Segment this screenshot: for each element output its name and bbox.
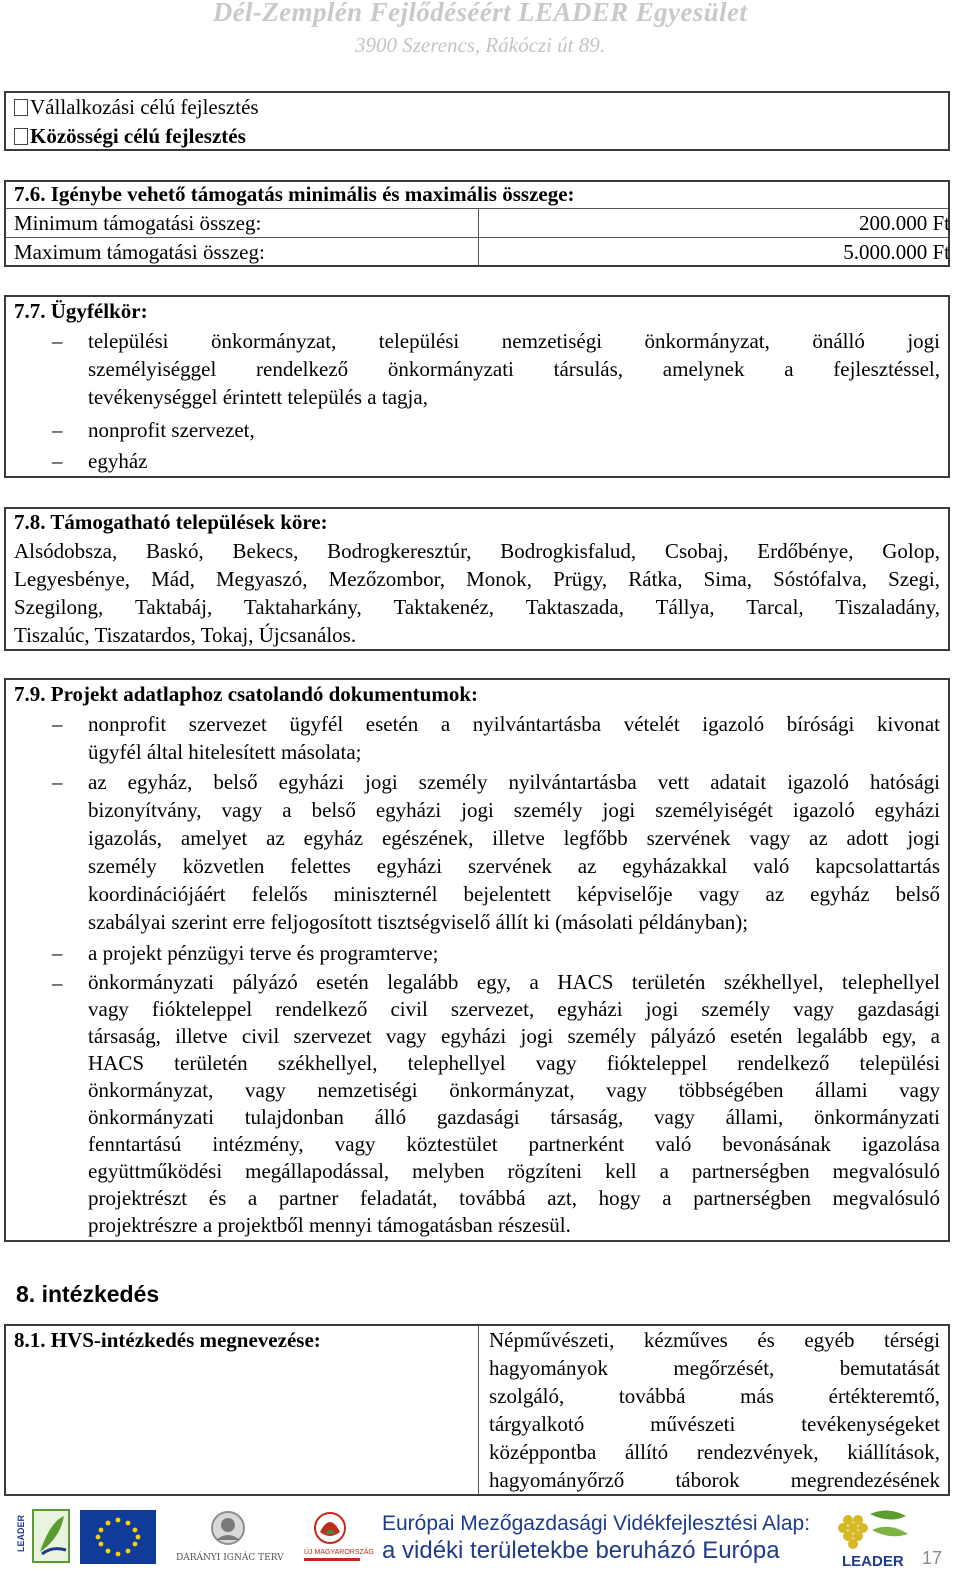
checkbox-label: Vállalkozási célú fejlesztés xyxy=(30,95,259,119)
list-dash: – xyxy=(52,941,63,965)
list-dash: – xyxy=(52,329,63,353)
section-7-6-title: 7.6. Igénybe vehető támogatás minimális és maximális összege: xyxy=(14,182,575,206)
org-name: Dél-Zemplén Fejlődéséért LEADER Egyesület xyxy=(212,0,748,27)
min-amount-label: Minimum támogatási összeg: xyxy=(14,211,262,235)
list-dash: – xyxy=(52,418,63,442)
checkbox-item xyxy=(14,122,246,150)
list-item: nonprofit szervezet, xyxy=(88,418,255,442)
list-item: nonprofit szervezet ügyfél esetén a nyilvántartásba vételét igazoló bírósági kivonat ügyfél által hitelesített másolata; xyxy=(88,712,940,764)
section-7-7-title: 7.7. Ügyfélkör: xyxy=(14,299,148,323)
daranyi-text: DARÁNYI IGNÁC TERV xyxy=(176,1553,284,1563)
list-item: a projekt pénzügyi terve és programterve; xyxy=(88,941,439,965)
min-amount-value: 200.000 Ft xyxy=(858,211,950,235)
settlements-list: Alsódobsza, Baskó, Bekecs, Bodrogkeresztúr, Bodrogkisfalud, Csobaj, Erdőbénye, Golop, Legyesbénye, Mád, Megyaszó, Mezőzombor, Monok, Prügy, Rátka, Sima, Sóstófalva, Szegi, Szegilong, Taktabáj, Taktaharkány, Taktakenéz, Taktaszada, Tállya, Tarcal, Tiszaladány, Tiszalúc, Tiszatardos, Tokaj, Újcsanálos. xyxy=(14,539,940,647)
uj-magyarorszag-logo xyxy=(304,1513,374,1561)
list-item: önkormányzati pályázó esetén legalább egy, a HACS területén székhellyel, telephellyel vagy fiókteleppel rendelkező civil szervezet, egyházi jogi személy vagy gazdasági társaság, illetve civil szervezet vagy egyházi jogi személy pályázó esetén legalább egy, a HACS területén székhellyel, telephellyel vagy fiókteleppel rendelkező települési önkormányzat, vagy nemzetiségi önkormányzat, vagy többségében állami vagy önkormányzati tulajdonban álló gazdasági társaság, vagy állami, önkormányzati fenntartású intézmény, vagy köztestület partnerként való bevonásának igazolása együttműködési megállapodással, melyben rögzíteni kell a partnerségben megvalósuló projektrészt és a partner feladatát, továbbá azt, hogy a partnerségben megvalósuló projektrészre a projektből mennyi támogatásban részesül. xyxy=(88,970,940,1237)
section-8-heading: 8. intézkedés xyxy=(16,1281,160,1307)
page-number: 17 xyxy=(921,1548,942,1568)
org-address: 3900 Szerencs, Rákóczi út 89. xyxy=(354,33,605,57)
eafrd-line-2: a vidéki területekbe beruházó Európa xyxy=(382,1537,780,1564)
list-item: települési önkormányzat, települési nemzetiségi önkormányzat, önálló jogi személyiséggel rendelkező önkormányzati társulás, amelynek a fejlesztéssel, tevékenységgel érintett település a tagja, xyxy=(88,329,940,409)
table-divider xyxy=(478,1325,479,1495)
leader-logo xyxy=(10,1508,69,1564)
list-item: egyház xyxy=(88,449,148,473)
max-amount-value: 5.000.000 Ft xyxy=(843,240,950,264)
checkbox-icon[interactable] xyxy=(14,128,28,145)
section-7-8-title: 7.8. Támogatható települések köre: xyxy=(14,510,328,534)
measure-name: Népművészeti, kézműves és egyéb térségi hagyományok megőrzését, bemutatását szolgáló, továbbá más értékteremtő, tárgyalkotó művészeti tevékenységeket középpontba állító rendezvények, kiállítások, hagyományőrző táborok megrendezésének xyxy=(489,1328,940,1492)
zemplen-leader-text: LEADER xyxy=(842,1553,904,1570)
eafrd-line-1: Európai Mezőgazdasági Vidékfejlesztési Alap: xyxy=(382,1512,811,1535)
zemplen-leader-logo xyxy=(838,1510,910,1570)
leader-vertical-text: LEADER xyxy=(16,1514,26,1552)
list-item: az egyház, belső egyházi jogi személy nyilvántartásba vett adatait igazoló hatósági bizonyítvány, vagy a belső egyházi jogi személy jogi személyiségét igazoló egyházi igazolás, amelyet az egyház egészének, illetve legfőbb szervének vagy az adott jogi személy közvetlen felettes egyházi szervének az egyházakkal való kapcsolattartás koordinációjáért felelős miniszternél bejelentett képviselője vagy az egyház belső szabályai szerint erre feljogosított tisztségviselő állít ki (másolati példányban); xyxy=(88,770,940,934)
daranyi-ignac-terv-logo xyxy=(176,1512,284,1563)
uj-magyarorszag-text: ÚJ MAGYARORSZÁG xyxy=(304,1549,374,1556)
list-dash: – xyxy=(52,449,63,473)
checkbox-icon[interactable] xyxy=(14,99,28,116)
list-dash: – xyxy=(52,712,63,736)
section-7-9-title: 7.9. Projekt adatlaphoz csatolandó dokumentumok: xyxy=(14,682,478,706)
section-8-1-label: 8.1. HVS-intézkedés megnevezése: xyxy=(14,1328,321,1352)
list-dash: – xyxy=(52,971,63,995)
page-footer xyxy=(0,1500,960,1574)
eu-flag-icon xyxy=(80,1510,156,1564)
max-amount-label: Maximum támogatási összeg: xyxy=(14,240,265,264)
checkbox-item xyxy=(14,93,259,121)
list-dash: – xyxy=(52,770,63,794)
checkbox-label: Közösségi célú fejlesztés xyxy=(30,124,246,148)
table-divider xyxy=(478,208,479,266)
